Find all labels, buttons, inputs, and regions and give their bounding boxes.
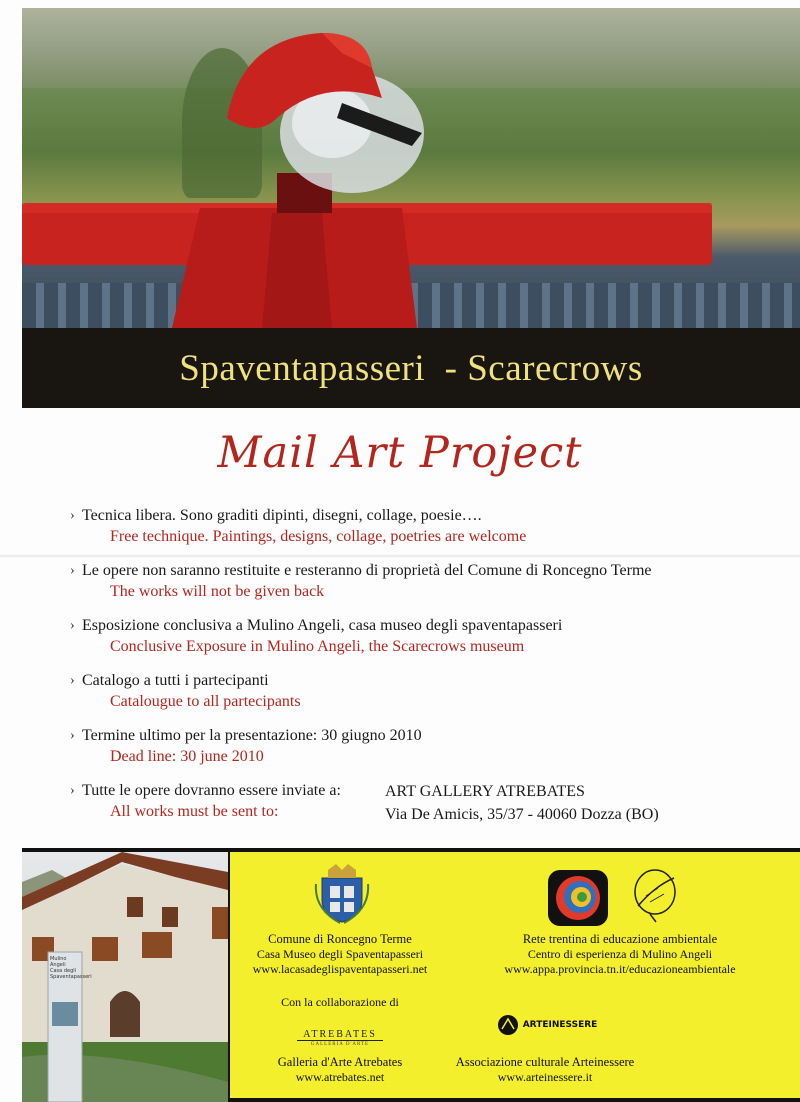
rule-english: The works will not be given back	[110, 583, 325, 600]
rule-italian: › Catalogo a tutti i partecipanti	[70, 670, 790, 691]
arteinessere-logo	[492, 1014, 602, 1036]
atrebates-logo-sub: GALLERIA D'ARTE	[310, 1042, 370, 1047]
galleria-name: Galleria d'Arte Atrebates	[277, 1055, 403, 1069]
comune-sub: Casa Museo degli Spaventapasseri	[256, 947, 424, 961]
arteinessere-url[interactable]: www.arteinessere.it	[497, 1070, 593, 1084]
rete-block	[460, 932, 780, 977]
sign-line: Casa degli	[50, 968, 77, 974]
rule-italian: › Le opere non saranno restituite e resteranno di proprietà del Comune di Roncegno Terme	[70, 560, 790, 581]
comune-block	[240, 932, 440, 977]
rule-english: All works must be sent to:	[110, 803, 279, 820]
project-title: Mail Art Project	[217, 428, 583, 478]
rete-url[interactable]: www.appa.provincia.tn.it/educazioneambientale	[504, 962, 736, 976]
scarecrow-photo	[22, 8, 800, 328]
rete-sub: Centro di esperienza di Mulino Angeli	[527, 947, 713, 961]
arteinessere-block	[430, 1055, 660, 1085]
scarecrow-figure	[22, 8, 800, 328]
museum-sign	[50, 956, 92, 980]
sign-line: Spaventapasseri	[50, 974, 92, 980]
address-name: ART GALLERY ATREBATES	[385, 783, 585, 800]
sponsors-panel	[230, 852, 800, 1098]
mulino-angeli-photo	[22, 852, 228, 1102]
title-band	[22, 328, 800, 408]
rule-item	[70, 670, 790, 712]
rule-item	[70, 615, 790, 657]
atrebates-logo-text: ATREBATES	[297, 1029, 383, 1041]
rule-english: Conclusive Exposure in Mulino Angeli, the Scarecrows museum	[110, 638, 525, 655]
sign-line: Mulino Angeli	[50, 956, 67, 968]
leaf-logo-icon	[630, 866, 680, 924]
atrebates-logo	[290, 1024, 390, 1047]
rule-italian: › Termine ultimo per la presentazione: 30 giugno 2010	[70, 725, 790, 746]
rule-italian: › Tutte le opere dovranno essere inviate a:	[70, 780, 790, 801]
shipping-address	[385, 780, 659, 826]
rule-item	[70, 505, 790, 547]
collaboration-label: Con la collaborazione di	[281, 995, 399, 1009]
rule-item	[70, 725, 790, 767]
galleria-block	[240, 1055, 440, 1085]
rete-name: Rete trentina di educazione ambientale	[522, 932, 718, 946]
spiral-logo-icon	[548, 870, 608, 926]
rule-english: Dead line: 30 june 2010	[110, 748, 264, 765]
arteinessere-logo-text: ARTEINESSERE	[522, 1020, 598, 1030]
galleria-url[interactable]: www.atrebates.net	[295, 1070, 385, 1084]
coat-of-arms-icon	[314, 864, 370, 924]
rule-italian: › Esposizione conclusiva a Mulino Angeli, casa museo degli spaventapasseri	[70, 615, 790, 636]
arteinessere-name: Associazione culturale Arteinessere	[455, 1055, 635, 1069]
rule-italian: › Tecnica libera. Sono graditi dipinti, disegni, collage, poesie….	[70, 505, 790, 526]
rule-english: Catalougue to all partecipants	[110, 693, 301, 710]
rule-item	[70, 560, 790, 602]
comune-name: Comune di Roncegno Terme	[268, 932, 412, 946]
rule-english: Free technique. Paintings, designs, collage, poetries are welcome	[110, 528, 527, 545]
address-street: Via De Amicis, 35/37 - 40060 Dozza (BO)	[385, 806, 659, 823]
comune-url[interactable]: www.lacasadeglispaventapasseri.net	[252, 962, 428, 976]
banner-title: Spaventapasseri - Scarecrows	[179, 347, 643, 389]
arteinessere-mark-icon	[497, 1014, 519, 1036]
